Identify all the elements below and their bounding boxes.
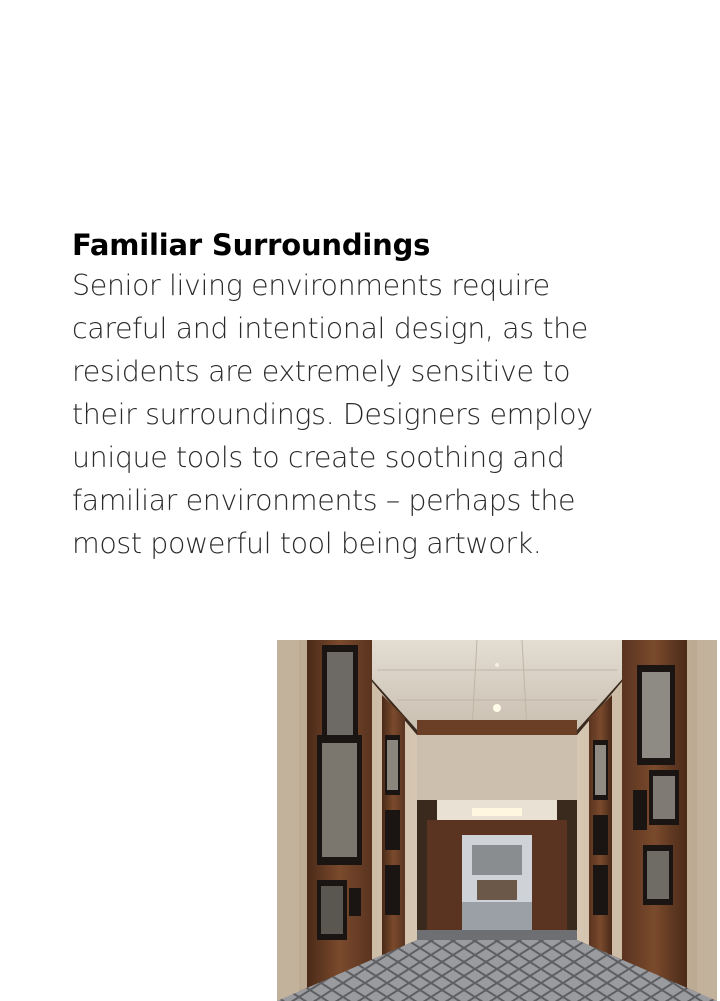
body-line: Senior living environments require [72,269,550,302]
body-line: residents are extremely sensitive to [72,355,571,388]
hallway-photo [277,640,717,1001]
article-body [72,264,692,565]
body-line: most powerful tool being artwork. [72,527,542,560]
body-line: their surroundings. Designers employ [72,398,593,431]
article-text [72,226,692,565]
body-line: careful and intentional design, as the [72,312,588,345]
article-heading: Familiar Surroundings [72,228,431,262]
body-line: unique tools to create soothing and [72,441,565,474]
body-line: familiar environments – perhaps the [72,484,576,517]
